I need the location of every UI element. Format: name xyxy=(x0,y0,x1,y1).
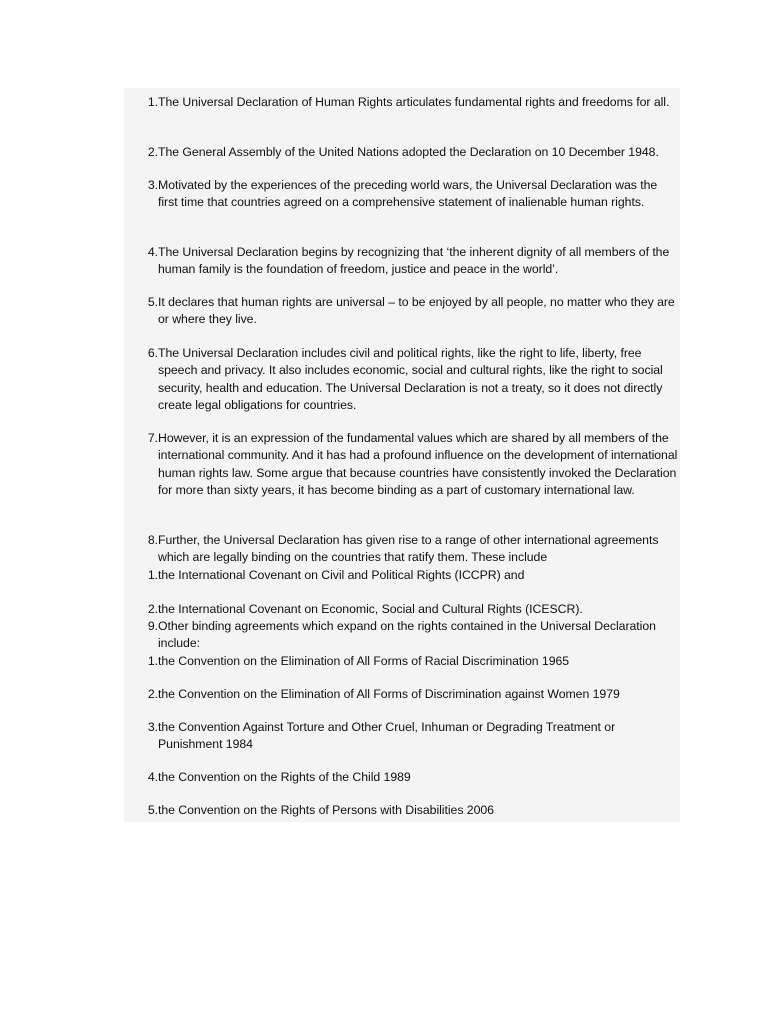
list-item-number: 2. xyxy=(147,602,158,616)
list-item-number: 2. xyxy=(147,687,158,701)
list-item-text: the International Covenant on Civil and Political Rights (ICCPR) and xyxy=(158,568,525,582)
list-item-text: the Convention on the Rights of the Child 1989 xyxy=(158,770,411,784)
list-item-number: 8. xyxy=(147,533,158,547)
list-item-number: 7. xyxy=(147,431,158,445)
list-item-text: the Convention on the Elimination of All Forms of Discrimination against Women 1979 xyxy=(158,687,620,701)
list-item-number: 4. xyxy=(147,245,158,259)
list-item-number: 5. xyxy=(147,295,158,309)
list-item-number: 1. xyxy=(147,654,158,668)
list-item-text: It declares that human rights are universal – to be enjoyed by all people, no matter who they are or where they live. xyxy=(158,295,675,327)
list-item-number: 3. xyxy=(147,178,158,192)
list-item-text: The Universal Declaration of Human Rights articulates fundamental rights and freedoms for all. xyxy=(158,95,670,109)
list-item-text: Other binding agreements which expand on the rights contained in the Universal Declaration include: xyxy=(158,619,656,651)
list-item-number: 1. xyxy=(147,568,158,582)
list-item-text: However, it is an expression of the fundamental values which are shared by all members of the international community. And it has had a profound influence on the development of international human rights law. Some argue that because countries have consistently invoked the Declaration for more than sixty years, it has become binding as a part of customary international law. xyxy=(158,431,678,498)
list-item-number: 3. xyxy=(147,720,158,734)
list-item-text: The Universal Declaration includes civil and political rights, like the right to life, liberty, free speech and privacy. It also includes economic, social and cultural rights, like the right to social security, health and education. The Universal Declaration is not a treaty, so it does not directly create legal obligations for countries. xyxy=(158,346,663,413)
list-item-number: 9. xyxy=(147,619,158,633)
list-item-number: 1. xyxy=(147,95,158,109)
list-item-text: The General Assembly of the United Nations adopted the Declaration on 10 December 1948. xyxy=(158,145,659,159)
list-item-text: the Convention on the Elimination of All Forms of Racial Discrimination 1965 xyxy=(158,654,570,668)
list-item-number: 4. xyxy=(147,770,158,784)
list-item-text: the Convention Against Torture and Other Cruel, Inhuman or Degrading Treatment or Punishment 1984 xyxy=(158,720,616,752)
list-item-number: 2. xyxy=(147,145,158,159)
list-item-number: 6. xyxy=(147,346,158,360)
list-item-number: 5. xyxy=(147,803,158,817)
list-item-text: Motivated by the experiences of the preceding world wars, the Universal Declaration was the first time that countries agreed on a comprehensive statement of inalienable human rights. xyxy=(158,178,658,210)
list-item-text: the International Covenant on Economic, Social and Cultural Rights (ICESCR). xyxy=(158,602,583,616)
list-item-text: the Convention on the Rights of Persons with Disabilities 2006 xyxy=(158,803,494,817)
list-item-text: The Universal Declaration begins by recognizing that ‘the inherent dignity of all members of the human family is the foundation of freedom, justice and peace in the world’. xyxy=(158,245,670,277)
list-item-text: Further, the Universal Declaration has given rise to a range of other international agreements which are legally binding on the countries that ratify them. These include xyxy=(158,533,659,565)
